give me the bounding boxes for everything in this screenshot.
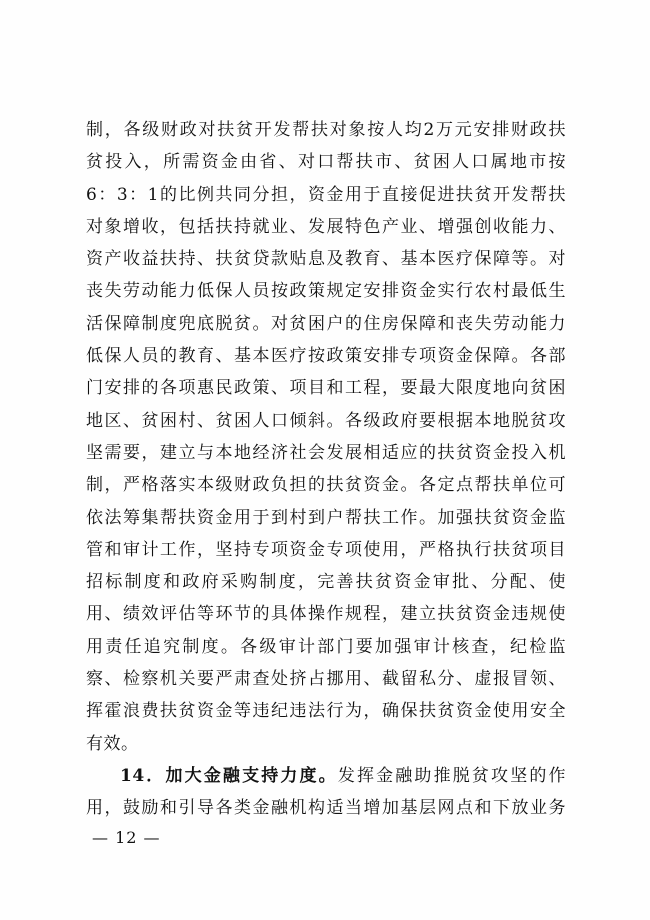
text-line-19: 挥霍浪费扶贫资金等违纪违法行为，确保扶贫资金使用安全 [86,701,566,722]
text-line-12: 制，严格落实本级财政负担的扶贫资金。各定点帮扶单位可 [86,475,566,496]
text-line-13: 依法筹集帮扶资金用于到村到户帮扶工作。加强扶贫资金监 [86,507,566,528]
text-line-7: 活保障制度兜底脱贫。对贫困户的住房保障和丧失劳动能力 [86,313,566,334]
text-line-15: 招标制度和政府采购制度，完善扶贫资金审批、分配、使 [86,572,566,593]
text-line-6: 丧失劳动能力低保人员按政策规定安排资金实行农村最低生 [86,281,566,302]
section-14-second-line: 用，鼓励和引导各类金融机构适当增加基层网点和下放业务 [86,798,566,819]
section-14-heading: 14．加大金融支持力度。 [120,765,338,786]
text-line-5: 资产收益扶持、扶贫贷款贴息及教育、基本医疗保障等。对 [86,249,566,270]
text-line-9: 门安排的各项惠民政策、项目和工程，要最大限度地向贫困 [86,378,566,399]
text-line-16: 用、绩效评估等环节的具体操作规程，建立扶贫资金违规使 [86,604,566,625]
page-number: — 12 — [92,828,161,847]
text-line-10: 地区、贫困村、贫困人口倾斜。各级政府要根据本地脱贫攻 [86,410,566,431]
text-line-3: 6：3：1的比例共同分担，资金用于直接促进扶贫开发帮扶 [86,184,566,205]
body-text [86,114,566,825]
text-line-17: 用责任追究制度。各级审计部门要加强审计核查，纪检监 [86,636,566,657]
section-14-text-start: 发挥金融助推脱贫攻坚的作 [337,765,566,786]
text-line-18: 察、检察机关要严肃查处挤占挪用、截留私分、虚报冒领、 [86,669,566,690]
text-line-4: 对象增收，包括扶持就业、发展特色产业、增强创收能力、 [86,216,566,237]
section-14-first-line [86,760,566,792]
text-line-8: 低保人员的教育、基本医疗按政策安排专项资金保障。各部 [86,346,566,367]
text-line-11: 坚需要，建立与本地经济社会发展相适应的扶贫资金投入机 [86,442,566,463]
text-line-2: 贫投入，所需资金由省、对口帮扶市、贫困人口属地市按 [86,152,566,173]
text-line-20: 有效。 [86,733,139,754]
text-line-1: 制，各级财政对扶贫开发帮扶对象按人均2万元安排财政扶 [86,120,566,140]
text-line-14: 管和审计工作，坚持专项资金专项使用，严格执行扶贫项目 [86,539,566,560]
